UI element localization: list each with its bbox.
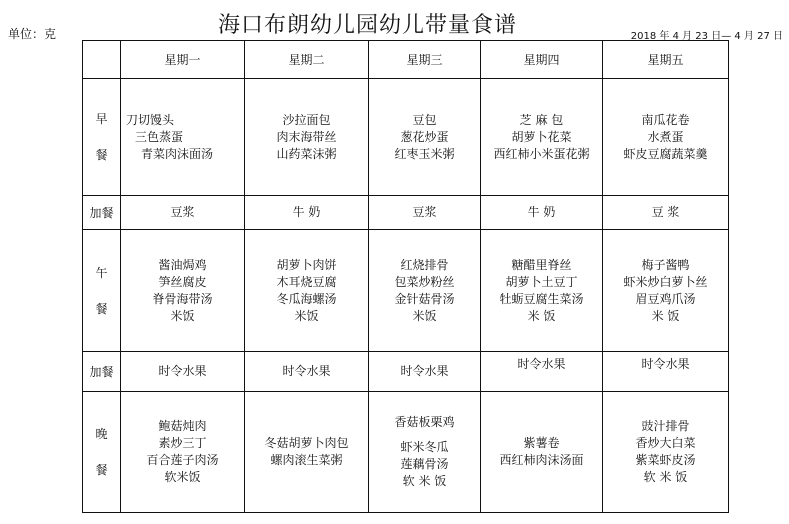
day-header: 星期五 (603, 41, 729, 79)
breakfast-row (83, 79, 729, 196)
date-range: 2018 年 4 月 23 日— 4 月 27 日 (630, 31, 783, 42)
menu-cell: 时令水果 (369, 352, 481, 392)
menu-cell: 刀切馒头 三色蒸蛋 青菜肉沫面汤 (121, 79, 245, 196)
menu-cell: 豆浆 (121, 196, 245, 230)
snack1-row (83, 196, 729, 230)
unit-label: 单位：克 (8, 27, 57, 41)
menu-cell: 时令水果 (481, 352, 603, 392)
menu-cell: 时令水果 (603, 352, 729, 392)
menu-cell: 豆 浆 (603, 196, 729, 230)
menu-cell: 芝 麻 包 胡萝卜花菜 西红柿小米蛋花粥 (481, 79, 603, 196)
menu-cell: 酱油焗鸡 笋丝腐皮 脊骨海带汤 米饭 (121, 230, 245, 352)
menu-cell: 豆包 葱花炒蛋 红枣玉米粥 (369, 79, 481, 196)
meal-label-snack2: 加餐 (83, 352, 121, 392)
page-title: 海口布朗幼儿园幼儿带量食谱 (218, 13, 518, 38)
dinner-row (83, 392, 729, 513)
menu-table (82, 40, 729, 513)
meal-label-dinner: 晚 餐 (83, 392, 121, 513)
menu-cell: 胡萝卜肉饼 木耳烧豆腐 冬瓜海螺汤 米饭 (245, 230, 369, 352)
menu-cell: 南瓜花卷 水煮蛋 虾皮豆腐蔬菜羹 (603, 79, 729, 196)
snack2-row (83, 352, 729, 392)
day-header: 星期四 (481, 41, 603, 79)
menu-cell: 红烧排骨 包菜炒粉丝 金针菇骨汤 米饭 (369, 230, 481, 352)
header-row (83, 41, 729, 79)
day-header: 星期三 (369, 41, 481, 79)
menu-cell: 香菇板栗鸡 虾米冬瓜 莲藕骨汤 软 米 饭 (369, 392, 481, 513)
meal-label-lunch: 午 餐 (83, 230, 121, 352)
meal-label-breakfast: 早 餐 (83, 79, 121, 196)
menu-cell: 豉汁排骨 香炒大白菜 紫菜虾皮汤 软 米 饭 (603, 392, 729, 513)
menu-cell: 鲍菇炖肉 素炒三丁 百合莲子肉汤 软米饭 (121, 392, 245, 513)
menu-cell: 冬菇胡萝卜肉包 螺肉滚生菜粥 (245, 392, 369, 513)
corner-cell (83, 41, 121, 79)
meal-label-snack1: 加餐 (83, 196, 121, 230)
day-header: 星期一 (121, 41, 245, 79)
menu-cell: 牛 奶 (245, 196, 369, 230)
menu-cell: 梅子酱鸭 虾米炒白萝卜丝 眉豆鸡爪汤 米 饭 (603, 230, 729, 352)
lunch-row (83, 230, 729, 352)
menu-cell: 沙拉面包 肉末海带丝 山药菜沫粥 (245, 79, 369, 196)
menu-cell: 时令水果 (245, 352, 369, 392)
menu-cell: 紫薯卷 西红柿肉沫汤面 (481, 392, 603, 513)
menu-cell: 牛 奶 (481, 196, 603, 230)
menu-cell: 糖醋里脊丝 胡萝卜土豆丁 牡蛎豆腐生菜汤 米 饭 (481, 230, 603, 352)
day-header: 星期二 (245, 41, 369, 79)
menu-cell: 豆浆 (369, 196, 481, 230)
menu-cell: 时令水果 (121, 352, 245, 392)
